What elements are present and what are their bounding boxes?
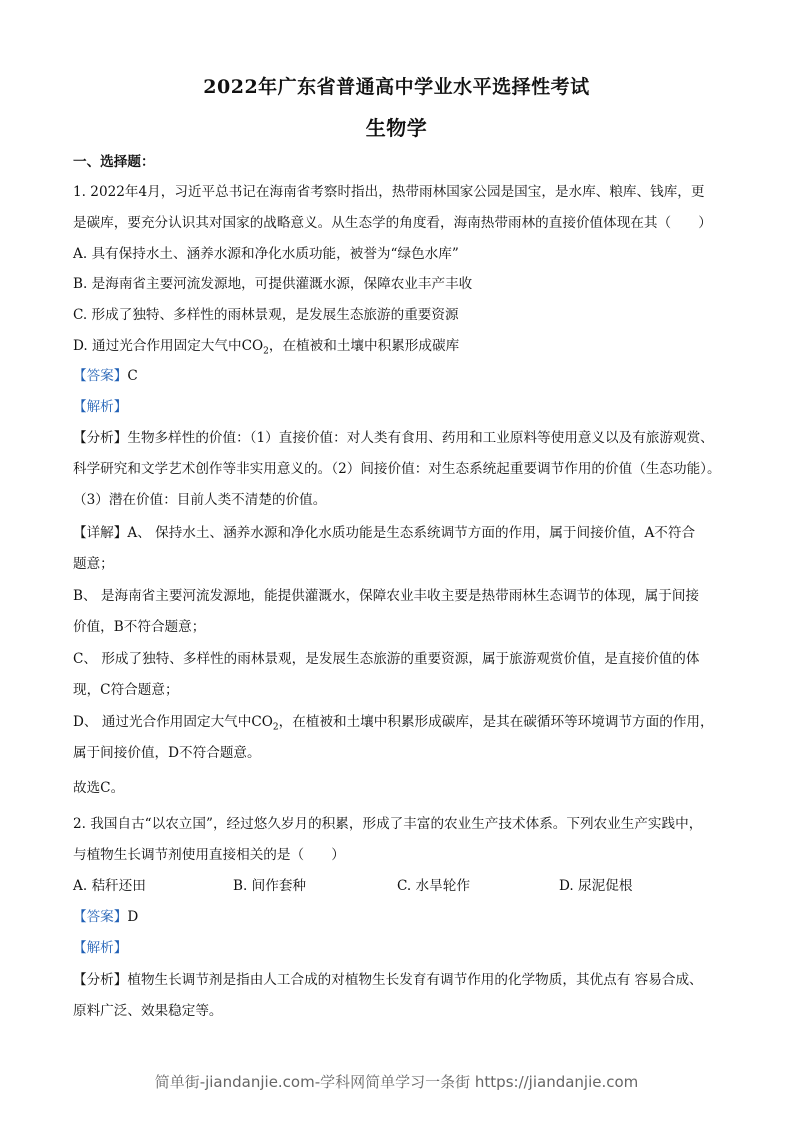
q2-option-a: A. 秸秆还田 — [73, 878, 146, 894]
q1-stem-line-2: 是碳库，要充分认识其对国家的战略意义。从生态学的角度看，海南热带雨林的直接价值体现在其（ ） — [73, 215, 712, 231]
q1-option-a: A. 具有保持水土、涵养水源和净化水质功能，被誉为“绿色水库” — [73, 246, 459, 262]
q1-xiangjie-c-line-2: 现，C符合题意； — [73, 682, 179, 698]
q1-stem-line-1: 1. 2022年4月，习近平总书记在海南省考察时指出，热带雨林国家公园是国宝，是水库、粮库、钱库，更 — [73, 184, 705, 200]
q1-xiangjie-d-line-2: 属于间接价值，D不符合题意。 — [73, 745, 261, 761]
q1-xiangjie-b-line-1: B、 是海南省主要河流发源地，能提供灌溉水，保障农业丰收主要是热带雨林生态调节的体现，属于间接 — [73, 588, 700, 604]
answer-tag: 【答案】 — [73, 368, 128, 384]
q1-xiangjie-c-line-1: C、 形成了独特、多样性的雨林景观，是发展生态旅游的重要资源，属于旅游观赏价值，是直接价值的体 — [73, 651, 700, 667]
fenxi-tag: 【分析】 — [73, 430, 128, 446]
q2-option-c: C. 水旱轮作 — [397, 878, 470, 894]
q1-xiangjie-a-line-1: 【详解】A、 保持水土、涵养水源和净化水质功能是生态系统调节方面的作用，属于间接价值，A不符合 — [73, 525, 696, 541]
q2-stem-line-1: 2. 我国自古“以农立国”，经过悠久岁月的积累，形成了丰富的农业生产技术体系。下列农业生产实践中， — [73, 816, 703, 832]
fenxi-tag: 【分析】 — [73, 972, 128, 988]
q1-xiangjie-d-line-1: D、 通过光合作用固定大气中$CO_2$，在植被和土壤中积累形成碳库，是其在碳循环等环境调节方面的作用， — [73, 714, 714, 733]
q2-answer: 【答案】D — [73, 909, 139, 925]
q2-fenxi-line-1: 【分析】植物生长调节剂是指由人工合成的对植物生长发育有调节作用的化学物质，其优点有 容易合成、 — [73, 972, 703, 988]
q1-xiangjie-a-line-2: 题意； — [73, 556, 114, 572]
footer-watermark: 简单街-jiandanjie.com-学科网简单学习一条街 https://jiandanjie.com — [154, 1073, 639, 1091]
q2-fenxi-line-2: 原料广泛、效果稳定等。 — [73, 1003, 223, 1019]
subject-title: 生物学 — [365, 116, 428, 140]
section-heading: 一、选择题： — [73, 154, 155, 170]
q1-option-c: C. 形成了独特、多样性的雨林景观，是发展生态旅游的重要资源 — [73, 307, 459, 323]
q1-option-b: B. 是海南省主要河流发源地，可提供灌溉水源，保障农业丰产丰收 — [73, 276, 473, 292]
q1-answer: 【答案】C — [73, 368, 138, 384]
q2-stem-line-2: 与植物生长调节剂使用直接相关的是（ ） — [73, 847, 345, 863]
q2-option-b: B. 间作套种 — [233, 878, 307, 894]
q1-fenxi-line-2: 科学研究和文学艺术创作等非实用意义的。（2）间接价值：对生态系统起重要调节作用的价值（生态功能）。 — [73, 461, 721, 477]
answer-tag: 【答案】 — [73, 909, 128, 925]
q1-xiangjie-b-line-2: 价值，B不符合题意； — [73, 619, 206, 635]
q1-fenxi-line-1: 【分析】生物多样性的价值：（1）直接价值：对人类有食用、药用和工业原料等使用意义以及有旅游观赏、 — [73, 430, 714, 446]
q1-option-d: D. 通过光合作用固定大气中$CO_2$，在植被和土壤中积累形成碳库 — [73, 338, 460, 357]
xiangjie-tag: 【详解】 — [73, 525, 128, 541]
q1-conclusion: 故选C。 — [73, 780, 125, 796]
exam-title: 2022年广东省普通高中学业水平选择性考试 — [203, 76, 590, 98]
q1-analysis-tag: 【解析】 — [73, 399, 128, 415]
q2-option-d: D. 尿泥促根 — [559, 878, 633, 894]
q1-fenxi-line-3: （3）潜在价值：目前人类不清楚的价值。 — [73, 492, 327, 508]
q2-analysis-tag: 【解析】 — [73, 940, 128, 956]
